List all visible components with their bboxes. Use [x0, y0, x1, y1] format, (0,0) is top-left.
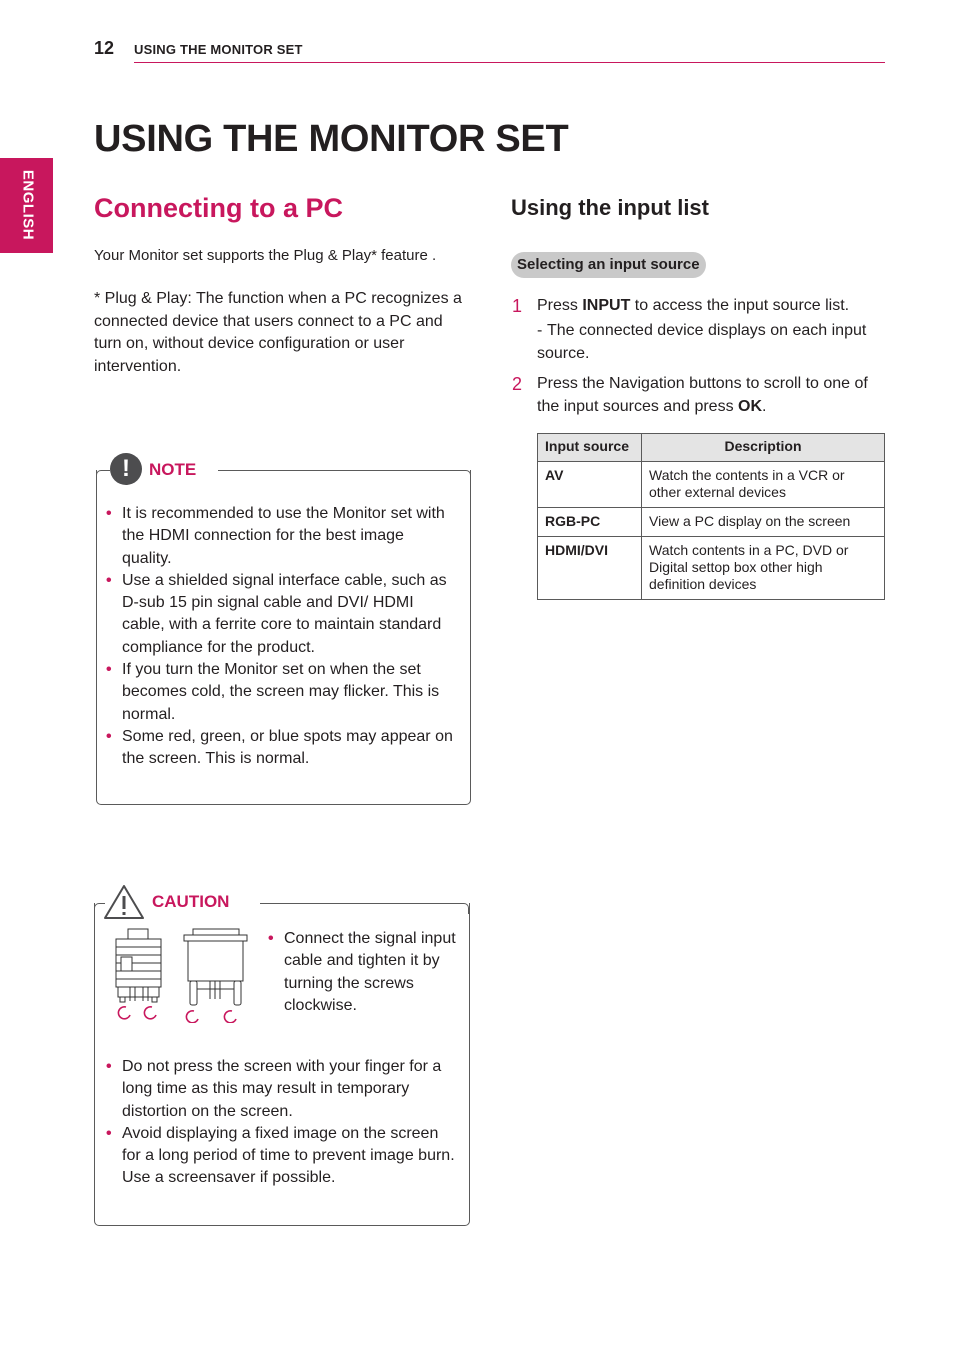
- table-cell-source: RGB-PC: [538, 508, 642, 537]
- step-text-part: Press the Navigation buttons to scroll to one of the input sources and press: [537, 375, 868, 415]
- list-item: • It is recommended to use the Monitor set with the HDMI connection for the best image quality.: [96, 503, 456, 570]
- page-title: USING THE MONITOR SET: [94, 118, 569, 160]
- subheading-pill: Selecting an input source: [511, 252, 706, 278]
- caution-list-beside-image: [258, 928, 463, 1017]
- step-text-part: to access the input source list.: [630, 297, 850, 314]
- table-header-row: [538, 434, 885, 462]
- plug-and-play-footnote: * Plug & Play: The function when a PC recognizes a connected device that users connect to a PC and turn on, without device configuration or user intervention.: [94, 290, 462, 375]
- section-heading-connecting: Connecting to a PC: [94, 193, 343, 223]
- step-text-part: .: [762, 397, 767, 415]
- table-row: [538, 462, 885, 508]
- table-row: [538, 508, 885, 537]
- step-subnote: [537, 320, 887, 365]
- table-cell-description: View a PC display on the screen: [642, 508, 885, 537]
- table-cell-description: Watch contents in a PC, DVD or Digital settop box other high definition devices: [642, 537, 885, 600]
- header-divider: [134, 62, 885, 63]
- table-cell-description: Watch the contents in a VCR or other external devices: [642, 462, 885, 508]
- note-label: NOTE: [149, 460, 197, 479]
- step-text: [537, 295, 887, 318]
- list-item: • Use a shielded signal interface cable, such as D-sub 15 pin signal cable and DVI/ HDMI cable, with a ferrite core to maintain standard compliance for the product.: [96, 570, 456, 659]
- table-cell-source: HDMI/DVI: [538, 537, 642, 600]
- intro-paragraph: Your Monitor set supports the Plug & Play* feature .: [94, 247, 437, 264]
- caution-list: [96, 1056, 458, 1190]
- section-heading-input-list: Using the input list: [511, 195, 709, 220]
- page-number: 12: [94, 38, 115, 58]
- step-number: 1: [512, 296, 523, 316]
- exclamation-icon: !: [110, 453, 142, 485]
- step-text-part: Press: [537, 297, 583, 314]
- list-item: • Do not press the screen with your finger for a long time as this may result in temporary distortion on the screen.: [96, 1056, 458, 1123]
- caution-box-top-edge: [260, 903, 459, 904]
- step-subnote-text: The connected device displays on each input source.: [537, 322, 867, 362]
- table-cell-source: AV: [538, 462, 642, 508]
- cable-connector-icon: [108, 925, 253, 1023]
- caution-label: CAUTION: [152, 892, 230, 911]
- list-item: • If you turn the Monitor set on when the set becomes cold, the screen may flicker. This is normal.: [96, 659, 456, 726]
- note-list: [96, 503, 456, 771]
- step-number: 2: [512, 374, 523, 394]
- note-box-corner: [96, 470, 107, 481]
- list-item: • Some red, green, or blue spots may appear on the screen. This is normal.: [96, 726, 456, 771]
- language-tab-label: ENGLISH: [19, 169, 37, 241]
- dash: -: [537, 322, 543, 339]
- key-name-ok: OK: [738, 397, 763, 415]
- table-row: [538, 537, 885, 600]
- step-text: [537, 373, 887, 418]
- column-header: Input source: [538, 434, 642, 462]
- note-box-top-edge: [218, 470, 460, 471]
- language-tab: [0, 158, 53, 253]
- caution-box-corner: [458, 903, 469, 914]
- input-source-table: [537, 433, 885, 600]
- running-header: USING THE MONITOR SET: [134, 42, 303, 57]
- note-box-corner: [460, 470, 471, 481]
- key-name-input: INPUT: [582, 297, 631, 314]
- warning-triangle-icon: [103, 884, 145, 920]
- list-item: • Connect the signal input cable and tighten it by turning the screws clockwise.: [258, 928, 463, 1017]
- list-item: • Avoid displaying a fixed image on the screen for a long period of time to prevent image burn. Use a screensaver if possible.: [96, 1123, 458, 1190]
- column-header: Description: [642, 434, 885, 462]
